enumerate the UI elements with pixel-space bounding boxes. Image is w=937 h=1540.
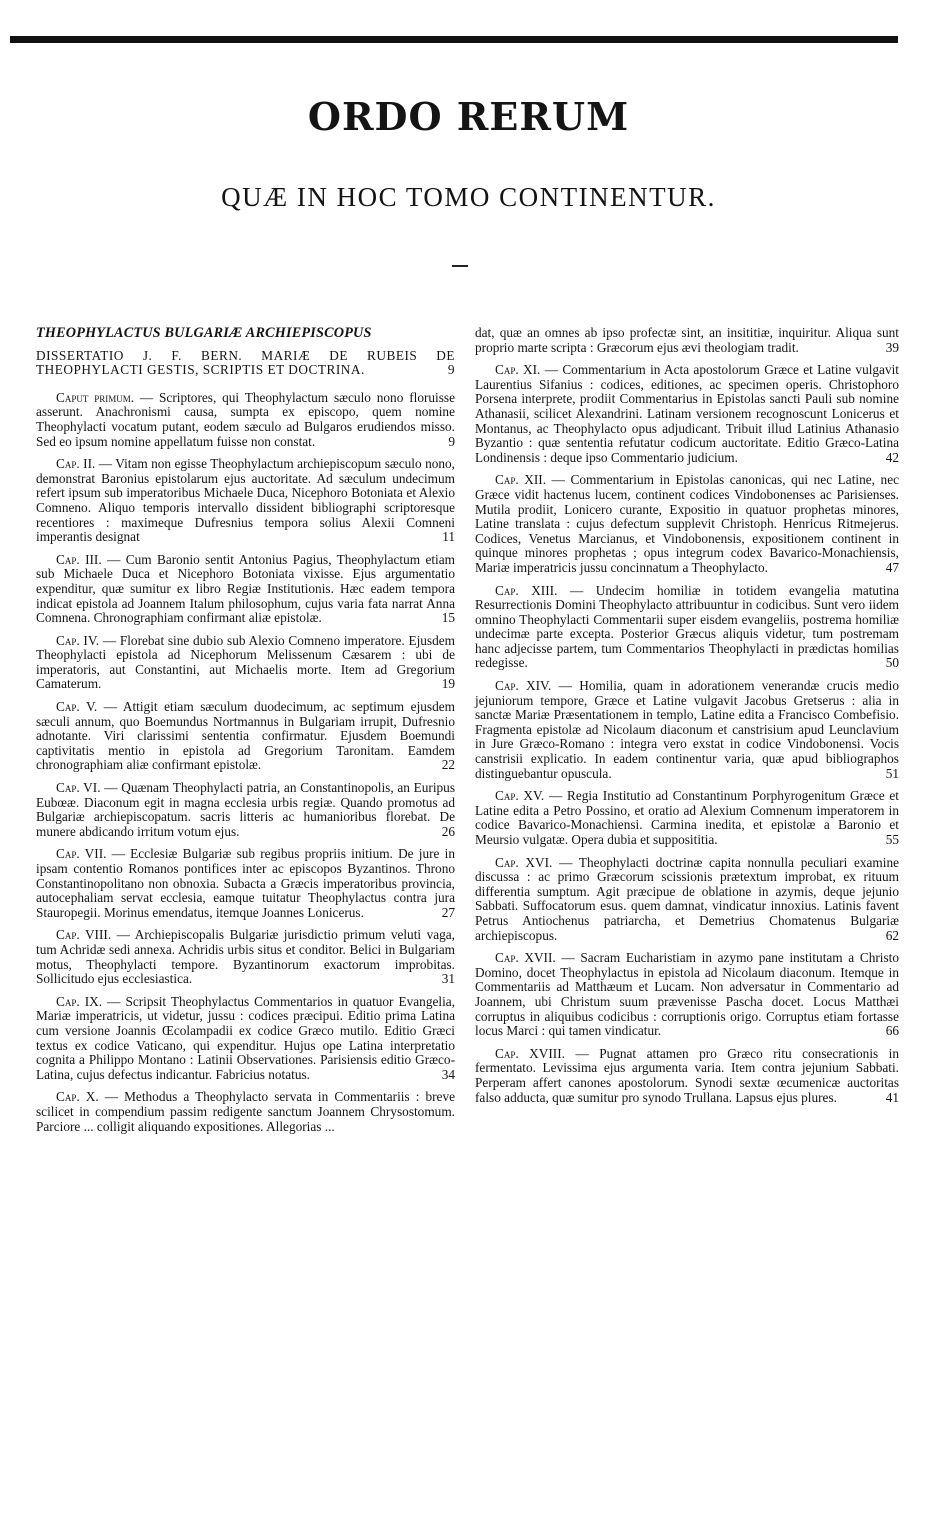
chapter-entry <box>36 700 455 773</box>
chapter-label: Cap. XIII. <box>495 582 558 598</box>
chapter-text: — Scripsit Theophylactus Commentarios in quatuor Evangelia, Mariæ imperatricis, ut videtur, jussu : codices præcipui. Editio prima Latina cum versione Joannis Œcolampadii ex codice Græco mutilo. Editio Græci textus ex codice Vaticano, qui expenditur. Hujus ope Latina interpretatio cognita a Philippo Montano : Latinii Observationes. Parisiensis editio Græco-Latina, cujus defectus indicantur. Fabricius notatus. <box>36 993 455 1082</box>
page-number: 62 <box>885 927 899 943</box>
page-number: 22 <box>441 757 455 773</box>
chapter-text: — Scriptores, qui Theophylactum sæculo nono floruisse asserunt. Anachronismi causa, sumpta ex episcopo, quem nomine Theophylacti vocatum putant, eodem sæculo ad Bulgaros erudiendos misso. Sed eo ipsum nomine appellatum fuisse non constat. <box>36 389 455 449</box>
chapter-label: Cap. II. <box>56 456 96 472</box>
dissertation-text: DISSERTATIO J. F. BERN. MARIÆ DE RUBEIS DE THEOPHYLACTI GESTIS, SCRIPTIS ET DOCTRINA. <box>36 347 455 378</box>
page-number: 51 <box>885 765 899 781</box>
chapter-entry <box>36 995 455 1083</box>
page-title: ORDO RERUM <box>307 94 630 139</box>
section-heading: THEOPHYLACTUS BULGARIÆ ARCHIEPISCOPUS <box>36 325 372 341</box>
chapter-text: — Methodus a Theophylacto servata in Commentariis : breve scilicet in compendium passim redigente sanctum Joannem Chrysostomum. Parciore ... colligit aliquando expositiones. Allegorias ... <box>36 1089 456 1134</box>
separator-dash <box>452 265 468 267</box>
chapter-entry <box>36 553 455 626</box>
chapter-entry <box>36 391 455 449</box>
page-number: 9 <box>447 362 455 378</box>
chapter-label: Cap. VII. <box>56 846 107 862</box>
chapter-text: — Pugnat attamen pro Græco ritu consecrationis in fermentato. Levissima ejus argumenta varia. Item contra jejunium Sabbati. Perperam affert canones apostolorum. Synodi sextæ œcumenicæ auctoritas falso adducta, quæ sumitur pro synodo Trullana. Lapsus ejus plures. <box>475 1045 899 1105</box>
chapter-text: — Ecclesiæ Bulgariæ sub regibus propriis initium. De jure in ipsam contentio Romanos pontifices inter ac episcopos Byzantinos. Throno Constantinopolitano non obnoxia. Subacta a Græcis imperatoribus provincia, autocephaliam servat ecclesia, eamque tuitatur Theophylactus contra jura Stauropegii. Morinus emendatus, itemque Joannes Lonicerus. <box>36 846 455 920</box>
page-number: 34 <box>441 1066 455 1082</box>
chapter-label: Cap. VI. <box>56 780 101 796</box>
chapter-entry <box>36 781 455 839</box>
page-number: 39 <box>885 339 899 355</box>
right-column <box>475 326 899 1113</box>
chapter-text: dat, quæ an omnes ab ipso profectæ sint, an insititiæ, inquiritur. Aliqua sunt proprio marte scripta : Græcorum ejus ævi theologiam tradit. <box>475 325 899 355</box>
chapter-label: Cap. XI. <box>495 362 541 378</box>
chapter-entry <box>475 1047 899 1105</box>
left-column <box>36 326 455 1142</box>
chapter-label: Cap. VIII. <box>56 927 112 943</box>
page-number: 41 <box>885 1089 899 1105</box>
page-number: 19 <box>441 676 455 692</box>
page-number: 42 <box>885 449 899 465</box>
page-number: 26 <box>441 823 455 839</box>
chapter-entry <box>36 928 455 986</box>
chapter-text: — Commentarium in Acta apostolorum Græce et Latine vulgavit Laurentius Sifanius : codices, editiones, ac specimen operis. Christophoro Porsena interprete, prodiit Commentarius in Epistolas sancti Pauli sub nomine Athanasii, scilicet Alexandrini. Latinam versionem recognoscunt Lonicerus et Montanus, ac Theophylacto opus adjudicant. Tribuit illud Latinius Athanasio Byzantio : quæ sententia refutatur codicum auctoritate. Editio Græco-Latina Londinensis : deque ipso Commentario judicium. <box>475 362 899 465</box>
continuation-entry <box>475 326 899 355</box>
chapter-text: — Attigit etiam sæculum duodecimum, ac septimum ejusdem sæculi annum, quo Boemundus Nortmannus in Bulgariam irrupit, Dufresnio adnotante. Viri clarissimi sententia confirmatur. Ejusdem Boemundi captivitatis mentio in epistola ad Gregorium Taronitam. Eamdem chronographiam aliæ confirmant epistolæ. <box>36 699 455 773</box>
chapter-entry <box>36 634 455 692</box>
dissertation-entry <box>36 349 455 378</box>
page-subtitle: QUÆ IN HOC TOMO CONTINENTUR. <box>221 182 716 212</box>
chapter-entry <box>36 847 455 920</box>
chapter-label: Cap. XVII. <box>495 950 556 966</box>
chapter-entry <box>475 789 899 847</box>
chapter-label: Cap. IX. <box>56 993 103 1009</box>
page-number: 55 <box>885 832 899 847</box>
chapter-text: — Sacram Eucharistiam in azymo pane institutam a Christo Domino, docet Theophylactus in epistola ad Nicolaum diaconum. Itemque in Commentariis ad Matthæum et Lucam. Non adversatur in Commentario ad Joannem, ubi Christum suum prævenisse Pascha docet. Locus Matthæi corruptus in aliquibus codicibus : corruptionis origo. Corruptus etiam fortasse locus Marci : qui tamen vindicatur. <box>475 950 899 1039</box>
chapter-entry <box>475 856 899 944</box>
chapter-text: — Commentarium in Epistolas canonicas, qui nec Latine, nec Græce vidit hactenus lucem, continent codices Vindobonenses ac Parisienses. Mutila prodiit, Lonicero curante, Expositio in quatuor prophetas minores, Latine translata : cujus defectum supplevit Christoph. Henricus Ritmejerus. Codices, Venetus Marcianus, et Vindobonensis, expositionem continent in quinque minores prophetas ; opus integrum codex Bavarico-Monachiensis, Mariæ imperatricis jussu concinnatum a Theophylacto. <box>475 472 899 575</box>
page-number: 11 <box>442 529 455 545</box>
page-number: 47 <box>885 559 899 575</box>
chapter-text: — Regia Institutio ad Constantinum Porphyrogenitum Græce et Latine edita a Petro Possino, et oratio ad Alexium Comnenum imperatorem in codice Bavarico-Monachiensi. Carmina inedita, et epistolæ a Baronio et Meursio vulgatæ. Opera dubia et supposititia. <box>475 788 899 847</box>
chapter-label: Cap. IV. <box>56 632 100 648</box>
chapter-entry <box>475 679 899 781</box>
page-number: 9 <box>448 433 455 449</box>
chapter-entry <box>36 1090 455 1134</box>
chapter-label: Cap. III. <box>56 551 102 567</box>
page-number: 50 <box>885 655 899 671</box>
chapter-label: Cap. XV. <box>495 788 545 804</box>
page-number: 66 <box>885 1023 899 1039</box>
page-number: 31 <box>441 971 455 987</box>
chapter-label: Cap. V. <box>56 699 98 715</box>
page-number: 27 <box>441 904 455 920</box>
chapter-entry <box>36 457 455 545</box>
chapter-entry <box>475 363 899 465</box>
chapter-label: Caput primum. <box>56 389 135 405</box>
chapter-label: Cap. X. <box>56 1089 99 1105</box>
chapter-label: Cap. XIV. <box>495 678 552 694</box>
chapter-text: — Undecim homiliæ in totidem evangelia matutina Resurrectionis Domini Theophylacto attribuuntur in codicibus. Sunt vero iidem omnino Theophylacti Commentarii super eisdem evangeliis, postrema homiliæ undecimæ parte excepta. Posterior Græcus aliquis videtur, tum postremam hanc adjecisse partem, tum Commentarios Theophylacti in prædictas homilias redegisse. <box>475 582 900 671</box>
chapter-text: — Theophylacti doctrinæ capita nonnulla peculiari examine discussa : ac primo Græcorum scissionis prætextum improbat, ex rituum differentia sumptum. Agit præcipue de oblatione in azymis, deque jejunio Sabbati. Suffocatorum esus. quem damnat, vindicatur innoxius. Latinis favent Petrus Antiochenus patriarcha, et Demetrius Chomatenus Bulgariæ archiepiscopus. <box>475 854 900 943</box>
page-number: 15 <box>441 610 455 626</box>
chapter-text: — Florebat sine dubio sub Alexio Comneno imperatore. Ejusdem Theophylacti epistola ad Nicephorum Melissenum Cæsarem : ubi de imperatoris, aut Constantini, aut Michaelis morte. Item ad Gregorium Camaterum. <box>36 632 456 692</box>
chapter-label: Cap. XVI. <box>495 854 553 870</box>
chapter-text: — Quænam Theophylacti patria, an Constantinopolis, an Euripus Eubœæ. Diaconum egit in magna ecclesia urbis regiæ. Quando promotus ad Bulgariæ archiepiscopatum. sacris litteris ac humanioribus florebat. De munere abdicando irritum votum ejus. <box>36 780 455 839</box>
chapter-entry <box>475 473 899 575</box>
chapter-text: — Archiepiscopalis Bulgariæ jurisdictio primum veluti vaga, tum Achridæ sedi annexa. Achridis urbis situs et conditor. Belici in Bulgariam motus, Theophylacti tempore. Byzantinorum exactorum improbitas. Sollicitudo ejus ecclesiastica. <box>36 927 456 987</box>
top-rule <box>10 36 898 43</box>
chapter-label: Cap. XII. <box>495 472 547 488</box>
chapter-text: — Vitam non egisse Theophylactum archiepiscopum sæculo nono, demonstrat Baronius epistolarum ejus auctoritate. Ad sæculum undecimum refert ipsum sub imperatoribus Michaele Duca, Nicephoro Botoniata et Alexio Comneno. Aliquo temporis intervallo dissident bibliographi scriptoresque recentiores : maximeque Dufresnius tempora solius Alexii Comneni imperantis designat <box>36 456 456 545</box>
chapter-entry <box>475 584 899 672</box>
chapter-entry <box>475 951 899 1039</box>
chapter-label: Cap. XVIII. <box>495 1045 565 1061</box>
chapter-text: — Cum Baronio sentit Antonius Pagius, Theophylactum etiam sub Michaele Duca et Nicephoro Botoniata vixisse. Ejus argumentatio expenditur, quæ sumitur ex libro Regiæ Institutionis. Hæc eadem tempora indicat epistola ad Joannem Italum philosophum, cujus varia fata narrat Anna Comnena. Chronographiam confirmant aliæ epistolæ. <box>36 551 455 626</box>
chapter-text: — Homilia, quam in adorationem venerandæ crucis medio jejuniorum tempore, Græce et Latine vulgavit Jacobus Gretserus : alia in sanctæ Mariæ Præsentationem in templo, Latine edita a Francisco Combefisio. Fragmenta epistolæ ad Nicolaum diaconum et canstrisium apud Leunclavium in Jure Græco-Romano : integra vero exstat in codice Vindobonensi. Vocis canstrisii explicatio. In eadem continentur varia, quæ apud bibliographos distinguebantur opuscula. <box>475 678 899 781</box>
